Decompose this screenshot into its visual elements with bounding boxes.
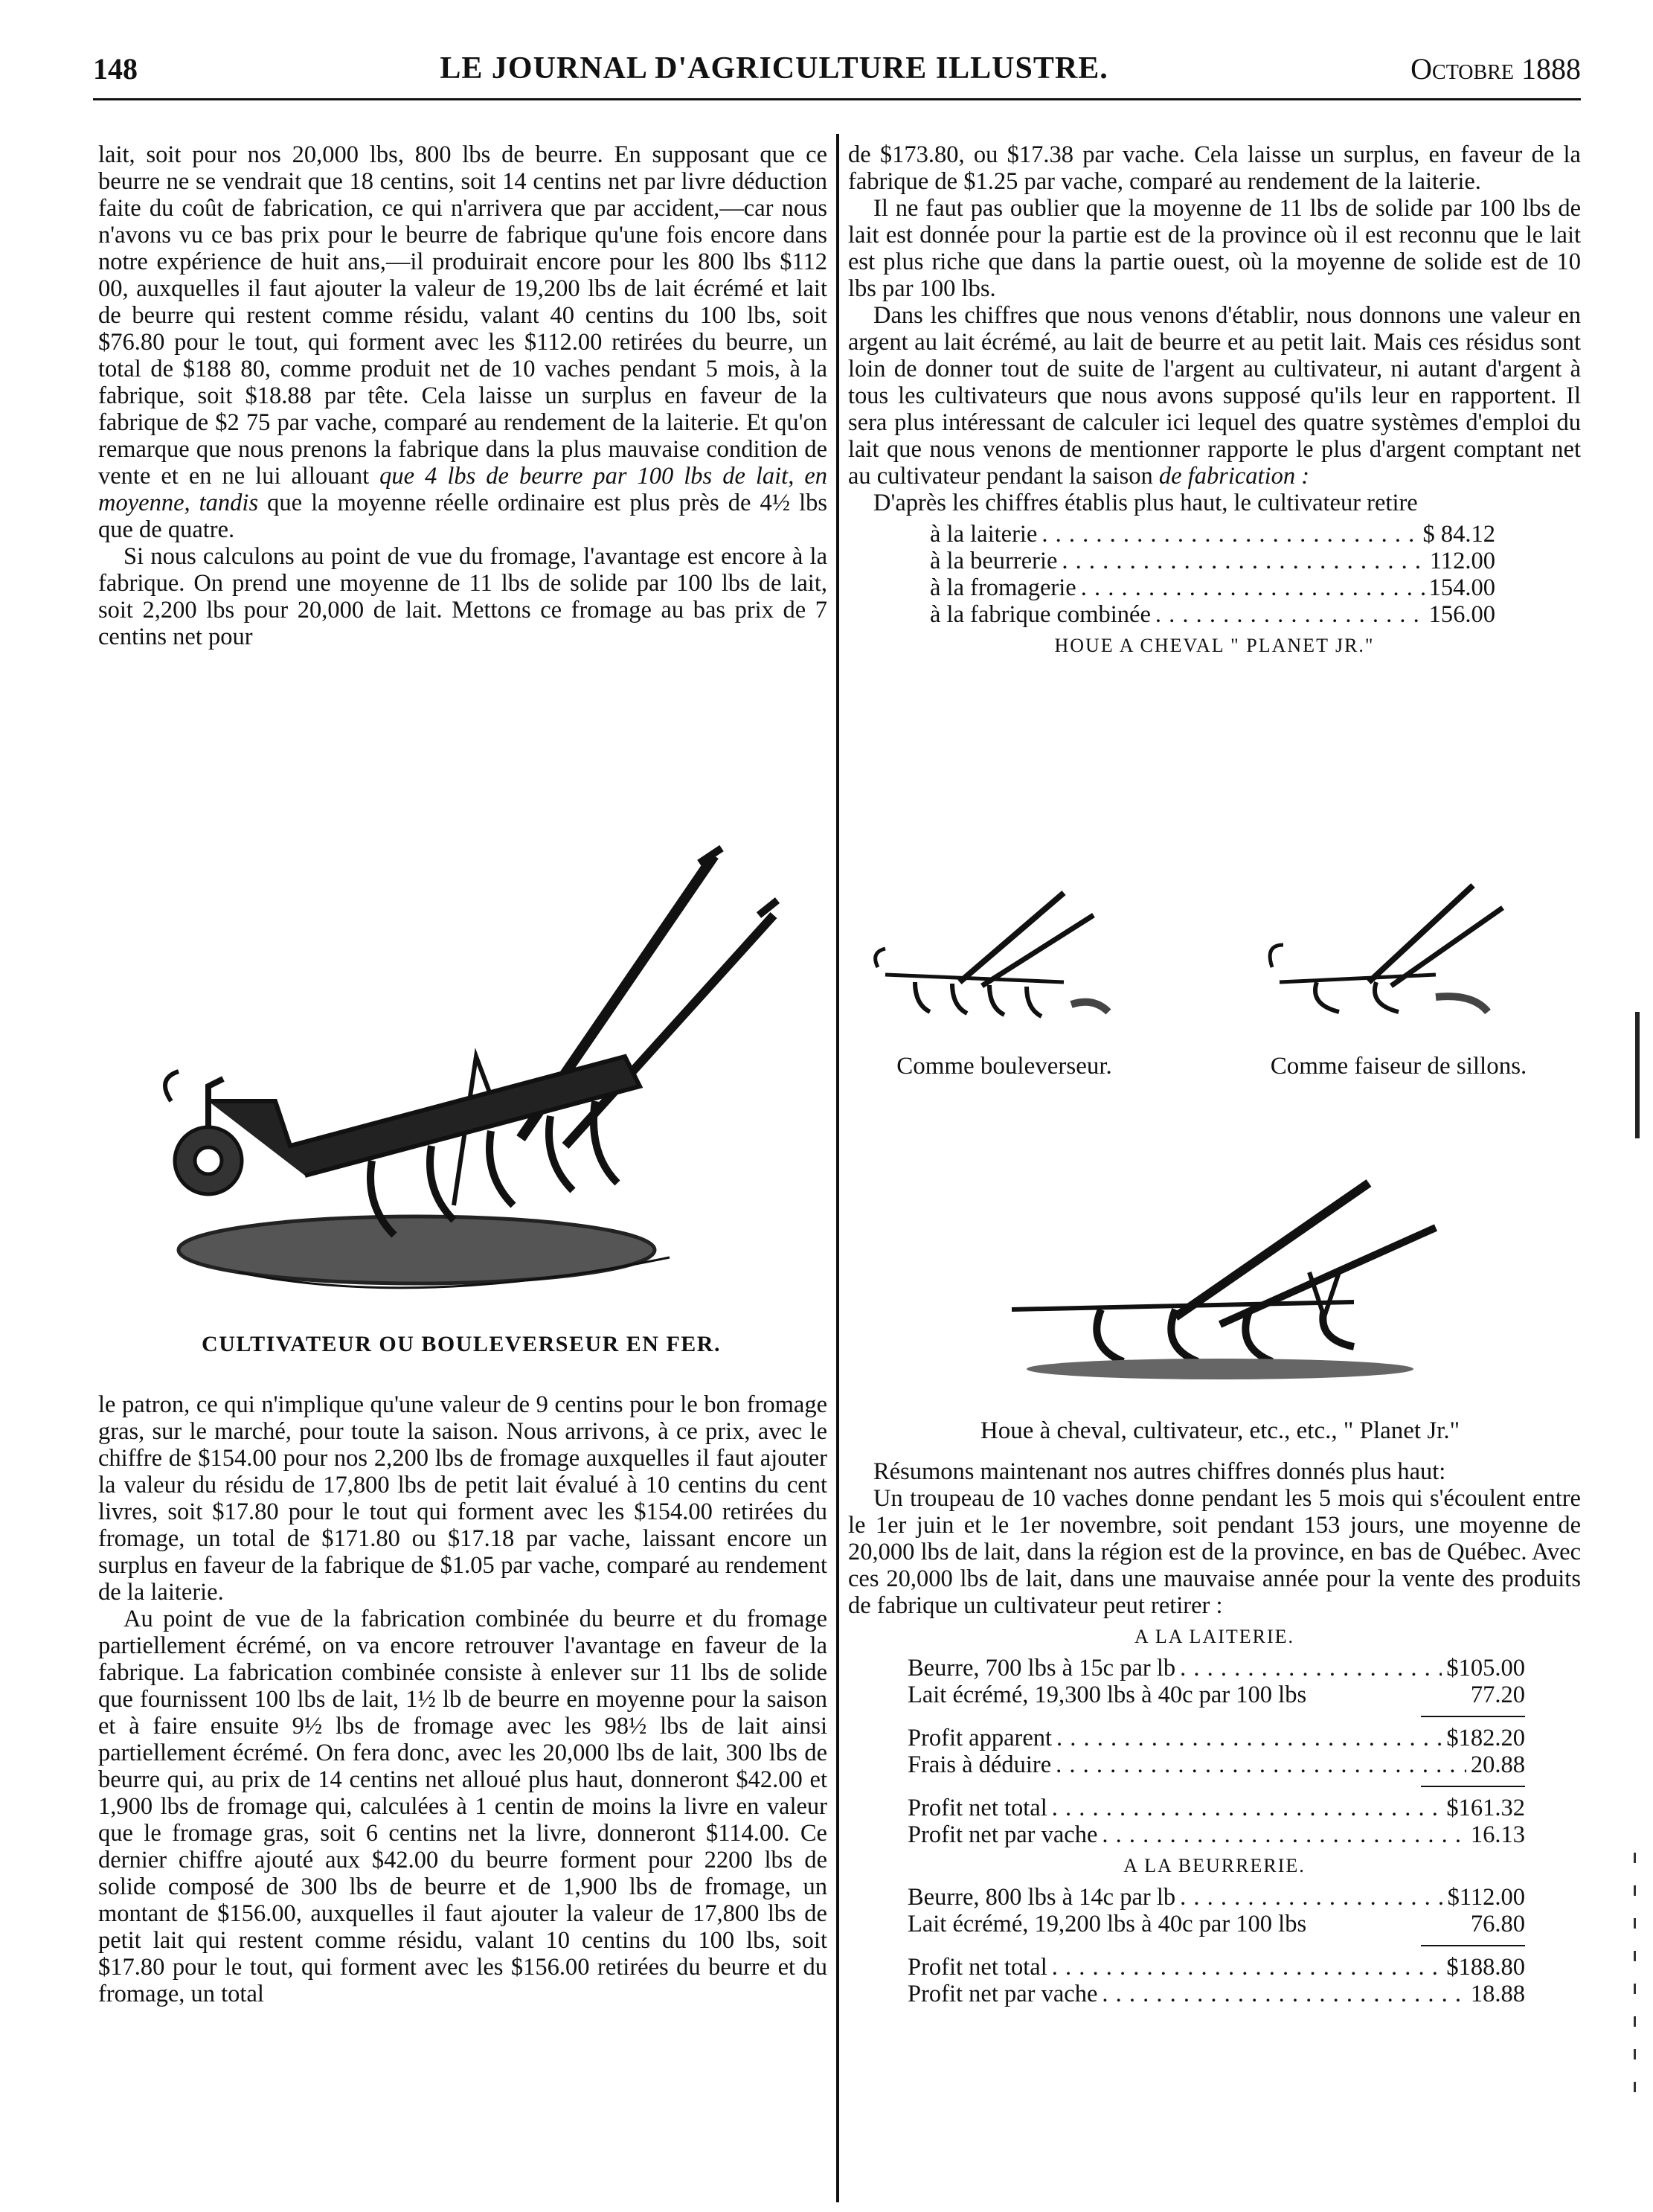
row-value: 18.88 xyxy=(1470,1981,1525,2007)
paragraph: Si nous calculons au point de vue du fromage, l'avantage est encore à la fabrique. On prend une moyenne de 11 lbs de solide par 100 lbs de lait, soit 2,200 lbs pour 20,000 de lait. Mettons ce fromage au bas prix de 7 centins net pour xyxy=(98,543,827,650)
row-value: $ 84.12 xyxy=(1422,521,1495,548)
issue-date: Octobre 1888 xyxy=(1410,51,1581,86)
margin-mark xyxy=(1634,1853,1636,1863)
margin-mark xyxy=(1634,2016,1636,2027)
laiterie-table xyxy=(908,1655,1525,1848)
table-row xyxy=(908,1911,1525,1937)
paragraph: D'après les chiffres établis plus haut, le cultivateur retire xyxy=(873,490,1418,516)
laiterie-title: A LA LAITERIE. xyxy=(1134,1626,1295,1647)
italic-text: que 4 lbs de beurre par 100 lbs de lait, en moyenne, xyxy=(98,463,827,516)
row-value: 156.00 xyxy=(1428,601,1495,628)
paragraph: de $173.80, ou $17.38 par vache. Cela laisse un surplus, en faveur de la fabrique de $1.25 par vache, comparé au rendement de la laiterie. xyxy=(848,141,1581,195)
sum-rule xyxy=(1421,1786,1525,1787)
margin-bar xyxy=(1635,1012,1640,1138)
table-row xyxy=(908,1655,1525,1682)
cultivator-illustration xyxy=(149,833,781,1309)
table-row xyxy=(908,1821,1525,1848)
row-label: Profit net par vache xyxy=(908,1981,1098,2007)
leader-dots xyxy=(1056,1751,1466,1778)
italic-text: de fabrication : xyxy=(1158,463,1310,490)
right-column-top xyxy=(848,141,1581,664)
paragraph xyxy=(848,302,1581,490)
row-value: 16.13 xyxy=(1470,1821,1525,1848)
margin-marks xyxy=(1634,1853,1641,2202)
paragraph-text: lait, soit pour nos 20,000 lbs, 800 lbs de beurre. En supposant que ce beurre ne se vendrait que 18 centins, soit 14 centins net par livre déduction faite du coût de fabrication, ce qui n'arrivera que par accident,—car nous n'avons vu ce bas prix pour le beurre de fabrique qu'une fois encore dans notre expérience de huit ans,—il produirait encore pour les 800 lbs $112 00, auxquelles il faut ajouter la valeur de 19,200 lbs de lait écrémé et lait de beurre qui restent comme résidu, valant 40 centins du 100 lbs, soit $76.80 pour le tout, qui forment avec les $112.00 retirées du beurre, un total de $188 80, comme produit net de 10 vaches pendant 5 mois, à la fabrique, soit $18.88 par tête. Cela laisse un surplus en faveur de la fabrique de $2 75 par vache, comparé au rendement de la laiterie. Et qu'on remarque que nous prenons la fabrique dans la plus mauvaise condition de vente et en ne lui allouant xyxy=(98,141,827,490)
row-label: à la beurrerie xyxy=(930,548,1058,574)
row-value: 76.80 xyxy=(1470,1911,1525,1937)
leader-dots xyxy=(1102,1821,1466,1848)
beurrerie-table xyxy=(908,1884,1525,2007)
paragraph: Résumons maintenant nos autres chiffres donnés plus haut: xyxy=(873,1458,1446,1485)
table-row xyxy=(930,574,1495,601)
table-row xyxy=(908,1725,1525,1751)
row-value: $161.32 xyxy=(1446,1795,1525,1821)
table-row xyxy=(908,1981,1525,2007)
row-value: 112.00 xyxy=(1429,548,1495,574)
row-label: Profit apparent xyxy=(908,1725,1053,1751)
paragraph: Il ne faut pas oublier que la moyenne de 11 lbs de solide par 100 lbs de lait est donnée pour la partie est de la province où il est reconnu que le lait est plus riche que dans la partie ouest, où la moyenne de solide est de 10 lbs par 100 lbs. xyxy=(848,195,1581,302)
figure-caption-bottom: Houe à cheval, cultivateur, etc., etc., " Planet Jr." xyxy=(980,1417,1460,1444)
paragraph: Au point de vue de la fabrication combinée du beurre et du fromage partiellement écrémé, on va encore retrouver l'avantage en faveur de la fabrique. La fabrication combinée consiste à enlever sur 11 lbs de solide que fournissent 100 lbs de lait, 1½ lb de beurre en moyenne pour la saison et à faire ensuite 9½ lbs de fromage avec les 98½ lbs de lait ainsi partiellement écrémé. On fera donc, avec les 20,000 lbs de lait, 300 lbs de beurre qui, au prix de 14 centins net alloué plus haut, donneront $42.00 et 1,900 lbs de fromage qui, calculées à 1 centin de moins la livre en valeur que le fromage gras, soit 6 centins net la livre, donneront $114.00. Ce dernier chiffre ajouté aux $42.00 du beurre forment pour 2200 lbs de solide composé de 300 lbs de beurre et de 1,900 lbs de fromage, un montant de $156.00, auxquelles il faut ajouter la valeur de 17,800 lbs de petit lait qui restent comme résidu, valant 10 centins du 100 lbs, soit $17.80 pour le tout, qui forment avec les $156.00 retirées du beurre et du fromage, un total xyxy=(98,1606,827,2007)
leader-dots xyxy=(1155,601,1425,628)
row-value: $188.80 xyxy=(1446,1954,1525,1981)
sum-rule xyxy=(1421,1945,1525,1946)
table-row xyxy=(908,1795,1525,1821)
row-value: $182.20 xyxy=(1446,1725,1525,1751)
beurrerie-title: A LA BEURRERIE. xyxy=(1123,1855,1306,1876)
table-row xyxy=(908,1751,1525,1778)
row-value: 77.20 xyxy=(1470,1682,1525,1708)
margin-mark xyxy=(1634,1918,1636,1929)
row-label: Profit net par vache xyxy=(908,1821,1098,1848)
row-label: Beurre, 800 lbs à 14c par lb xyxy=(908,1884,1176,1911)
leader-dots xyxy=(1180,1884,1442,1911)
table-row xyxy=(908,1682,1525,1708)
sum-rule xyxy=(1421,1716,1525,1717)
left-column-top xyxy=(98,141,827,650)
page-number: 148 xyxy=(93,51,138,86)
table-row xyxy=(930,601,1495,628)
table-row xyxy=(908,1884,1525,1911)
margin-mark xyxy=(1634,1984,1636,1994)
hoe-furrow-illustration xyxy=(1265,871,1518,1027)
leader-dots xyxy=(1052,1954,1442,1981)
paragraph-text: lbs que de quatre. xyxy=(98,490,828,543)
row-value: $112.00 xyxy=(1447,1884,1525,1911)
figures-title: HOUE A CHEVAL " PLANET JR." xyxy=(1054,635,1375,656)
leader-dots xyxy=(1102,1981,1466,2007)
returns-table xyxy=(930,521,1495,628)
row-value: 154.00 xyxy=(1428,574,1495,601)
header-rule xyxy=(93,98,1581,100)
table-row xyxy=(930,521,1495,548)
margin-mark xyxy=(1634,2082,1636,2092)
margin-mark xyxy=(1634,1951,1636,1961)
planet-jr-hoe-illustration xyxy=(997,1161,1458,1384)
leader-dots xyxy=(1052,1795,1442,1821)
italic-text: tandis xyxy=(199,490,259,516)
row-label: Profit net total xyxy=(908,1795,1047,1821)
paragraph: Un troupeau de 10 vaches donne pendant les 5 mois qui s'écoulent entre le 1er juin et le 1er novembre, soit pendant 153 jours, une moyenne de 20,000 lbs de lait, dans la région est de la province, en bas de Québec. Avec ces 20,000 lbs de lait, dans une mauvaise année pour la vente des produits de fabrique un cultivateur peut retirer : xyxy=(848,1485,1581,1619)
hoe-bouleverseur-illustration xyxy=(870,878,1116,1027)
journal-title: LE JOURNAL D'AGRICULTURE ILLUSTRE. xyxy=(440,51,1108,86)
row-label: Frais à déduire xyxy=(908,1751,1052,1778)
leader-dots xyxy=(1081,574,1425,601)
figure-caption-right: Comme faiseur de sillons. xyxy=(1270,1053,1527,1080)
row-label: Beurre, 700 lbs à 15c par lb xyxy=(908,1655,1176,1682)
row-label: Lait écrémé, 19,200 lbs à 40c par 100 lbs xyxy=(908,1911,1307,1937)
figure-caption-left: Comme bouleverseur. xyxy=(896,1053,1112,1080)
figure-caption: CULTIVATEUR OU BOULEVERSEUR EN FER. xyxy=(202,1332,721,1356)
row-label: à la fabrique combinée xyxy=(930,601,1151,628)
paragraph: le patron, ce qui n'implique qu'une valeur de 9 centins pour le bon fromage gras, sur le marché, pour toute la saison. Nous arrivons, à ce prix, avec le chiffre de $154.00 pour nos 2,200 lbs de fromage auxquelles il faut ajouter la valeur du résidu de 17,800 lbs de petit lait évalué à 10 centins du cent livres, soit $17.80 pour le tout qui forment avec les $154.00 retirées du fromage, un total de $171.80 ou $17.18 par vache, laissant encore un surplus en faveur de la fabrique de $1.05 par vache, comparé au rendement de la laiterie. xyxy=(98,1391,827,1606)
row-value: 20.88 xyxy=(1470,1751,1525,1778)
row-label: à la laiterie xyxy=(930,521,1038,548)
table-row xyxy=(930,548,1495,574)
paragraph xyxy=(98,141,827,543)
leader-dots xyxy=(1062,548,1425,574)
margin-mark xyxy=(1634,2049,1636,2059)
leader-dots xyxy=(1041,521,1418,548)
paragraph-text: Dans les chiffres que nous venons d'établir, nous donnons une valeur en argent au lait écrémé, au lait de beurre et au petit lait. Mais ces résidus sont loin de donner tout de suite de l'argent au cultivateur, ni autant d'argent à tous les cultivateurs que nous avons supposé qu'ils leur en rapportent. Il sera plus intéressant de calculer ici lequel des quatre systèmes d'emploi du lait que nous venons de mentionner rapporte le plus d'argent comptant net au cultivateur pendant la saison xyxy=(848,302,1581,490)
left-column-bottom xyxy=(98,1391,827,2007)
row-label: à la fromagerie xyxy=(930,574,1076,601)
leader-dots xyxy=(1180,1655,1442,1682)
row-value: $105.00 xyxy=(1446,1655,1525,1682)
row-label: Profit net total xyxy=(908,1954,1047,1981)
leader-dots xyxy=(1056,1725,1442,1751)
margin-mark xyxy=(1634,1885,1636,1896)
fraction: 4½ xyxy=(760,490,791,516)
table-row xyxy=(908,1954,1525,1981)
right-column-bottom xyxy=(848,1458,1581,2007)
page-header xyxy=(93,46,1581,91)
column-divider xyxy=(836,134,839,2202)
row-label: Lait écrémé, 19,300 lbs à 40c par 100 lbs xyxy=(908,1682,1307,1708)
paragraph-text: que la moyenne réelle ordinaire est plus près de xyxy=(267,490,751,516)
